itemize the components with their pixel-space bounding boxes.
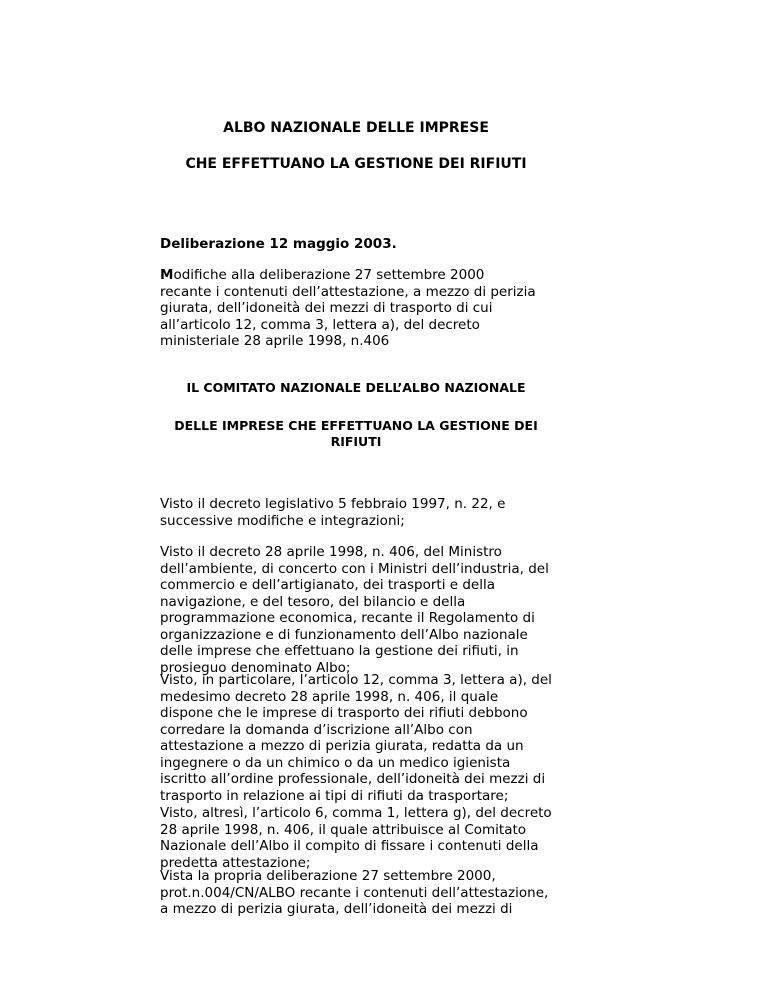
title-line-2: CHE EFFETTUANO LA GESTIONE DEI RIFIUTI bbox=[185, 156, 527, 172]
paragraph-5-container bbox=[160, 868, 552, 916]
paragraph-4: Visto, altresì, l’articolo 6, comma 1, lettera g), del decreto 28 aprile 1998, n. 406, il quale attribuisce al Comitato Nazionale dell’Albo il compito di fissare i contenuti della predetta attestazione; bbox=[160, 805, 552, 871]
committee-heading-2: DELLE IMPRESE CHE EFFETTUANO LA GESTIONE DEI RIFIUTI bbox=[174, 418, 538, 449]
title-line-1: ALBO NAZIONALE DELLE IMPRESE bbox=[223, 120, 489, 136]
paragraph-1: Visto il decreto legislativo 5 febbraio 1997, n. 22, e successive modifiche e integrazioni; bbox=[160, 496, 506, 529]
paragraph-5: Vista la propria deliberazione 27 settembre 2000, prot.n.004/CN/ALBO recante i contenuti dell’attestazione, a mezzo di perizia giurata, dell’idoneità dei mezzi di bbox=[160, 868, 549, 916]
deliberation-date: Deliberazione 12 maggio 2003. bbox=[160, 236, 397, 252]
intro-text: odifiche alla deliberazione 27 settembre 2000 recante i contenuti dell’attestazione, a mezzo di perizia giurata, dell’idoneità dei mezzi di trasporto di cui all’articolo 12, comma 3, lettera a), del decreto ministeriale 28 aprile 1998, n.406 bbox=[160, 267, 536, 349]
paragraph-3: Visto, in particolare, l’articolo 12, comma 3, lettera a), del medesimo decreto 28 aprile 1998, n. 406, il quale dispone che le imprese di trasporto dei rifiuti debbono corredare la domanda d’iscrizione all’Albo con attestazione a mezzo di perizia giurata, redatta da un ingegnere o da un chimico o da un medico igienista iscritto all’ordine professionale, dell’idoneità dei mezzi di trasporto in relazione ai tipi di rifiuti da trasportare; bbox=[160, 672, 552, 804]
intro-initial: M bbox=[160, 267, 174, 283]
committee-heading-1: IL COMITATO NAZIONALE DELL’ALBO NAZIONALE bbox=[186, 380, 526, 395]
intro-paragraph bbox=[160, 267, 540, 350]
paragraph-2: Visto il decreto 28 aprile 1998, n. 406, del Ministro dell’ambiente, di concerto con i Ministri dell’industria, del commercio e dell’artigianato, dei trasporti e della navigazione, e del tesoro, del bilancio e della programmazione economica, recante il Regolamento di organizzazione e di funzionamento dell’Albo nazionale delle imprese che effettuano la gestione dei rifiuti, in prosieguo denominato Albo; bbox=[160, 544, 549, 676]
